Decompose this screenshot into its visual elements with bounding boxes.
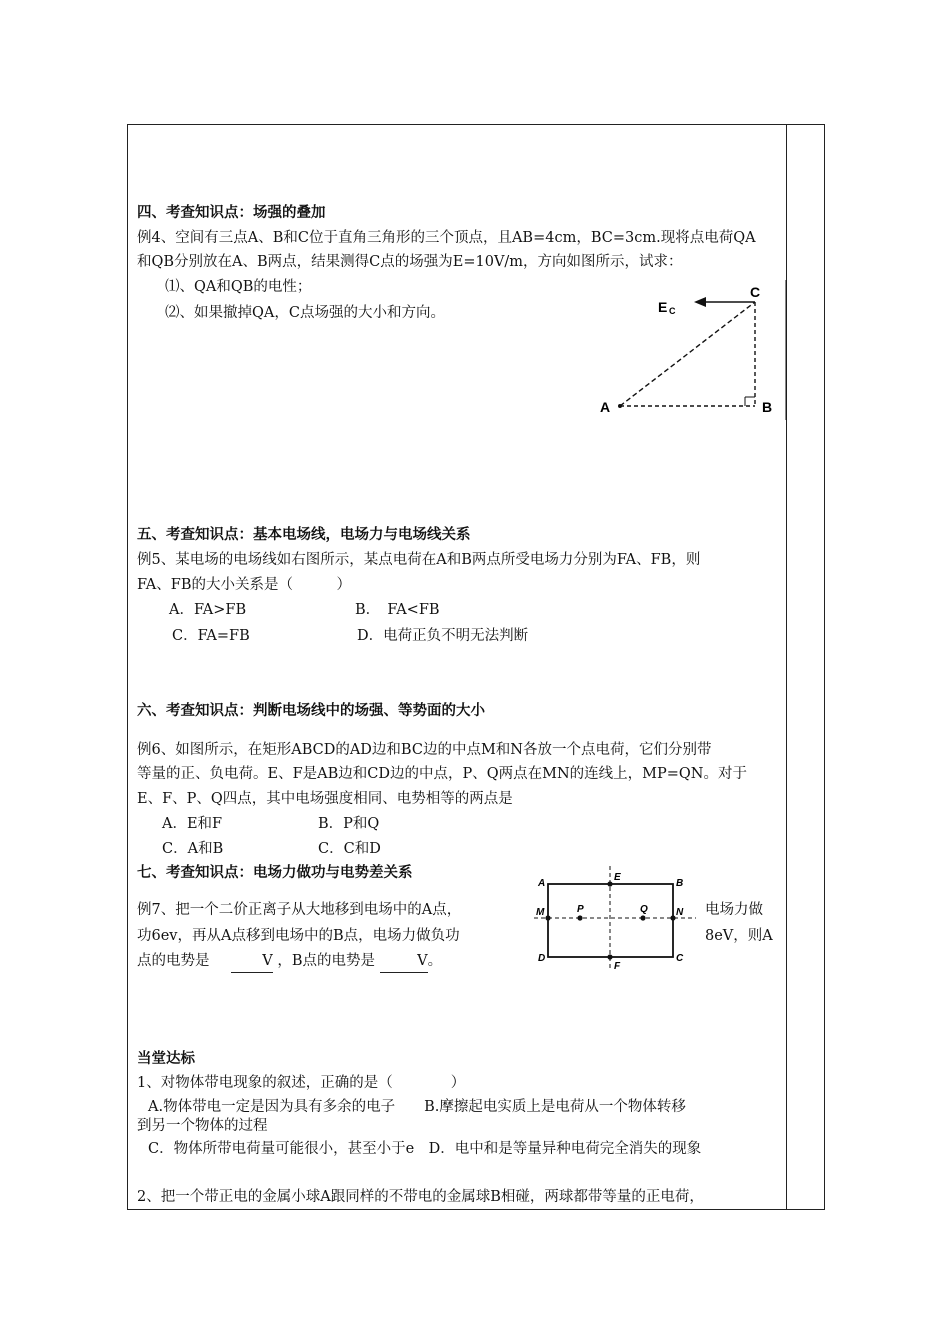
label-e: E <box>658 299 668 315</box>
section6-option-c: C．A和B <box>162 841 224 857</box>
section7-heading: 七、考查知识点：电场力做功与电势差关系 <box>137 865 413 881</box>
practice-q1: 1、对物体带电现象的叙述，正确的是（ ） <box>137 1075 466 1091</box>
section5-line2: FA、FB的大小关系是（ ） <box>137 577 351 593</box>
label-q: Q <box>640 904 648 915</box>
section4-line2: 和QB分别放在A、B两点，结果测得C点的场强为E=10V/m，方向如图所示，试求： <box>137 254 683 270</box>
section6-line3: E、F、P、Q四点，其中电场强度相同、电势相等的两点是 <box>137 791 513 807</box>
field-arrow-icon <box>694 297 706 307</box>
section5-option-b: B． FA<FB <box>355 602 440 618</box>
label-e: E <box>614 872 621 883</box>
section7-line3 <box>137 950 442 973</box>
section7-line2: 功6ev，再从A点移到电场中的B点，电场力做负功 <box>137 928 460 944</box>
rectangle-figure <box>530 862 700 972</box>
section5-option-a: A．FA>FB <box>169 602 247 618</box>
line3-mid: ，B点的电势是 <box>277 953 375 969</box>
label-a: A <box>600 399 611 415</box>
label-m: M <box>536 907 545 918</box>
line3-end: 。 <box>427 953 443 969</box>
blank-potential-a[interactable]: V <box>231 950 273 973</box>
triangle-figure <box>590 280 790 420</box>
section4-q1: ⑴、QA和QB的电性； <box>165 279 312 295</box>
practice-q2: 2、把一个带正电的金属小球A跟同样的不带电的金属球B相碰，两球都带等量的正电荷， <box>137 1189 704 1205</box>
section5-option-d: D．电荷正负不明无法判断 <box>357 628 529 644</box>
label-b: B <box>762 399 773 415</box>
practice-heading: 当堂达标 <box>137 1051 195 1067</box>
label-b: B <box>676 878 684 889</box>
line3-pre: 点的电势是 <box>137 953 210 969</box>
section5-option-c: C．FA=FB <box>172 628 250 644</box>
label-n: N <box>676 907 684 918</box>
blank-potential-b[interactable]: V <box>380 950 428 973</box>
label-c: C <box>676 953 684 964</box>
section7-line1-right: 电场力做 <box>705 902 763 918</box>
section7-line1: 例7、把一个二价正离子从大地移到电场中的A点， <box>137 902 462 918</box>
practice-q1-ab: A.物体带电一定是因为具有多余的电子 B.摩擦起电实质上是电荷从一个物体转移 <box>148 1099 686 1115</box>
section7-line2-right: 8eV，则A <box>705 928 773 944</box>
section4-line1: 例4、空间有三点A、B和C位于直角三角形的三个顶点，且AB=4cm，BC=3cm.现将点电荷QA <box>137 230 756 246</box>
section6-heading: 六、考查知识点：判断电场线中的场强、等势面的大小 <box>137 703 485 719</box>
section6-option-d: C．C和D <box>318 841 381 857</box>
section6-option-b: B．P和Q <box>318 816 380 832</box>
section5-heading: 五、考查知识点：基本电场线，电场力与电场线关系 <box>137 527 471 543</box>
label-e-sub: C <box>669 306 676 316</box>
section4-heading: 四、考查知识点：场强的叠加 <box>137 205 326 221</box>
section6-option-a: A．E和F <box>162 816 223 832</box>
section5-line1: 例5、某电场的电场线如右图所示，某点电荷在A和B两点所受电场力分别为FA、FB，则 <box>137 552 701 568</box>
label-f: F <box>614 961 621 972</box>
practice-q1-ab-cont: 到另一个物体的过程 <box>137 1118 268 1134</box>
label-c: C <box>750 284 761 300</box>
section6-line2: 等量的正、负电荷。E、F是AB边和CD边的中点，P、Q两点在MN的连线上，MP=QN。对于 <box>137 766 747 782</box>
section4-q2: ⑵、如果撤掉QA，C点场强的大小和方向。 <box>165 305 445 321</box>
section6-line1: 例6、如图所示，在矩形ABCD的AD边和BC边的中点M和N各放一个点电荷，它们分别带 <box>137 742 712 758</box>
practice-q1-cd: C．物体所带电荷量可能很小，甚至小于e D．电中和是等量异种电荷完全消失的现象 <box>148 1141 702 1157</box>
label-a: A <box>538 878 546 889</box>
label-p: P <box>577 904 584 915</box>
label-d: D <box>538 953 546 964</box>
